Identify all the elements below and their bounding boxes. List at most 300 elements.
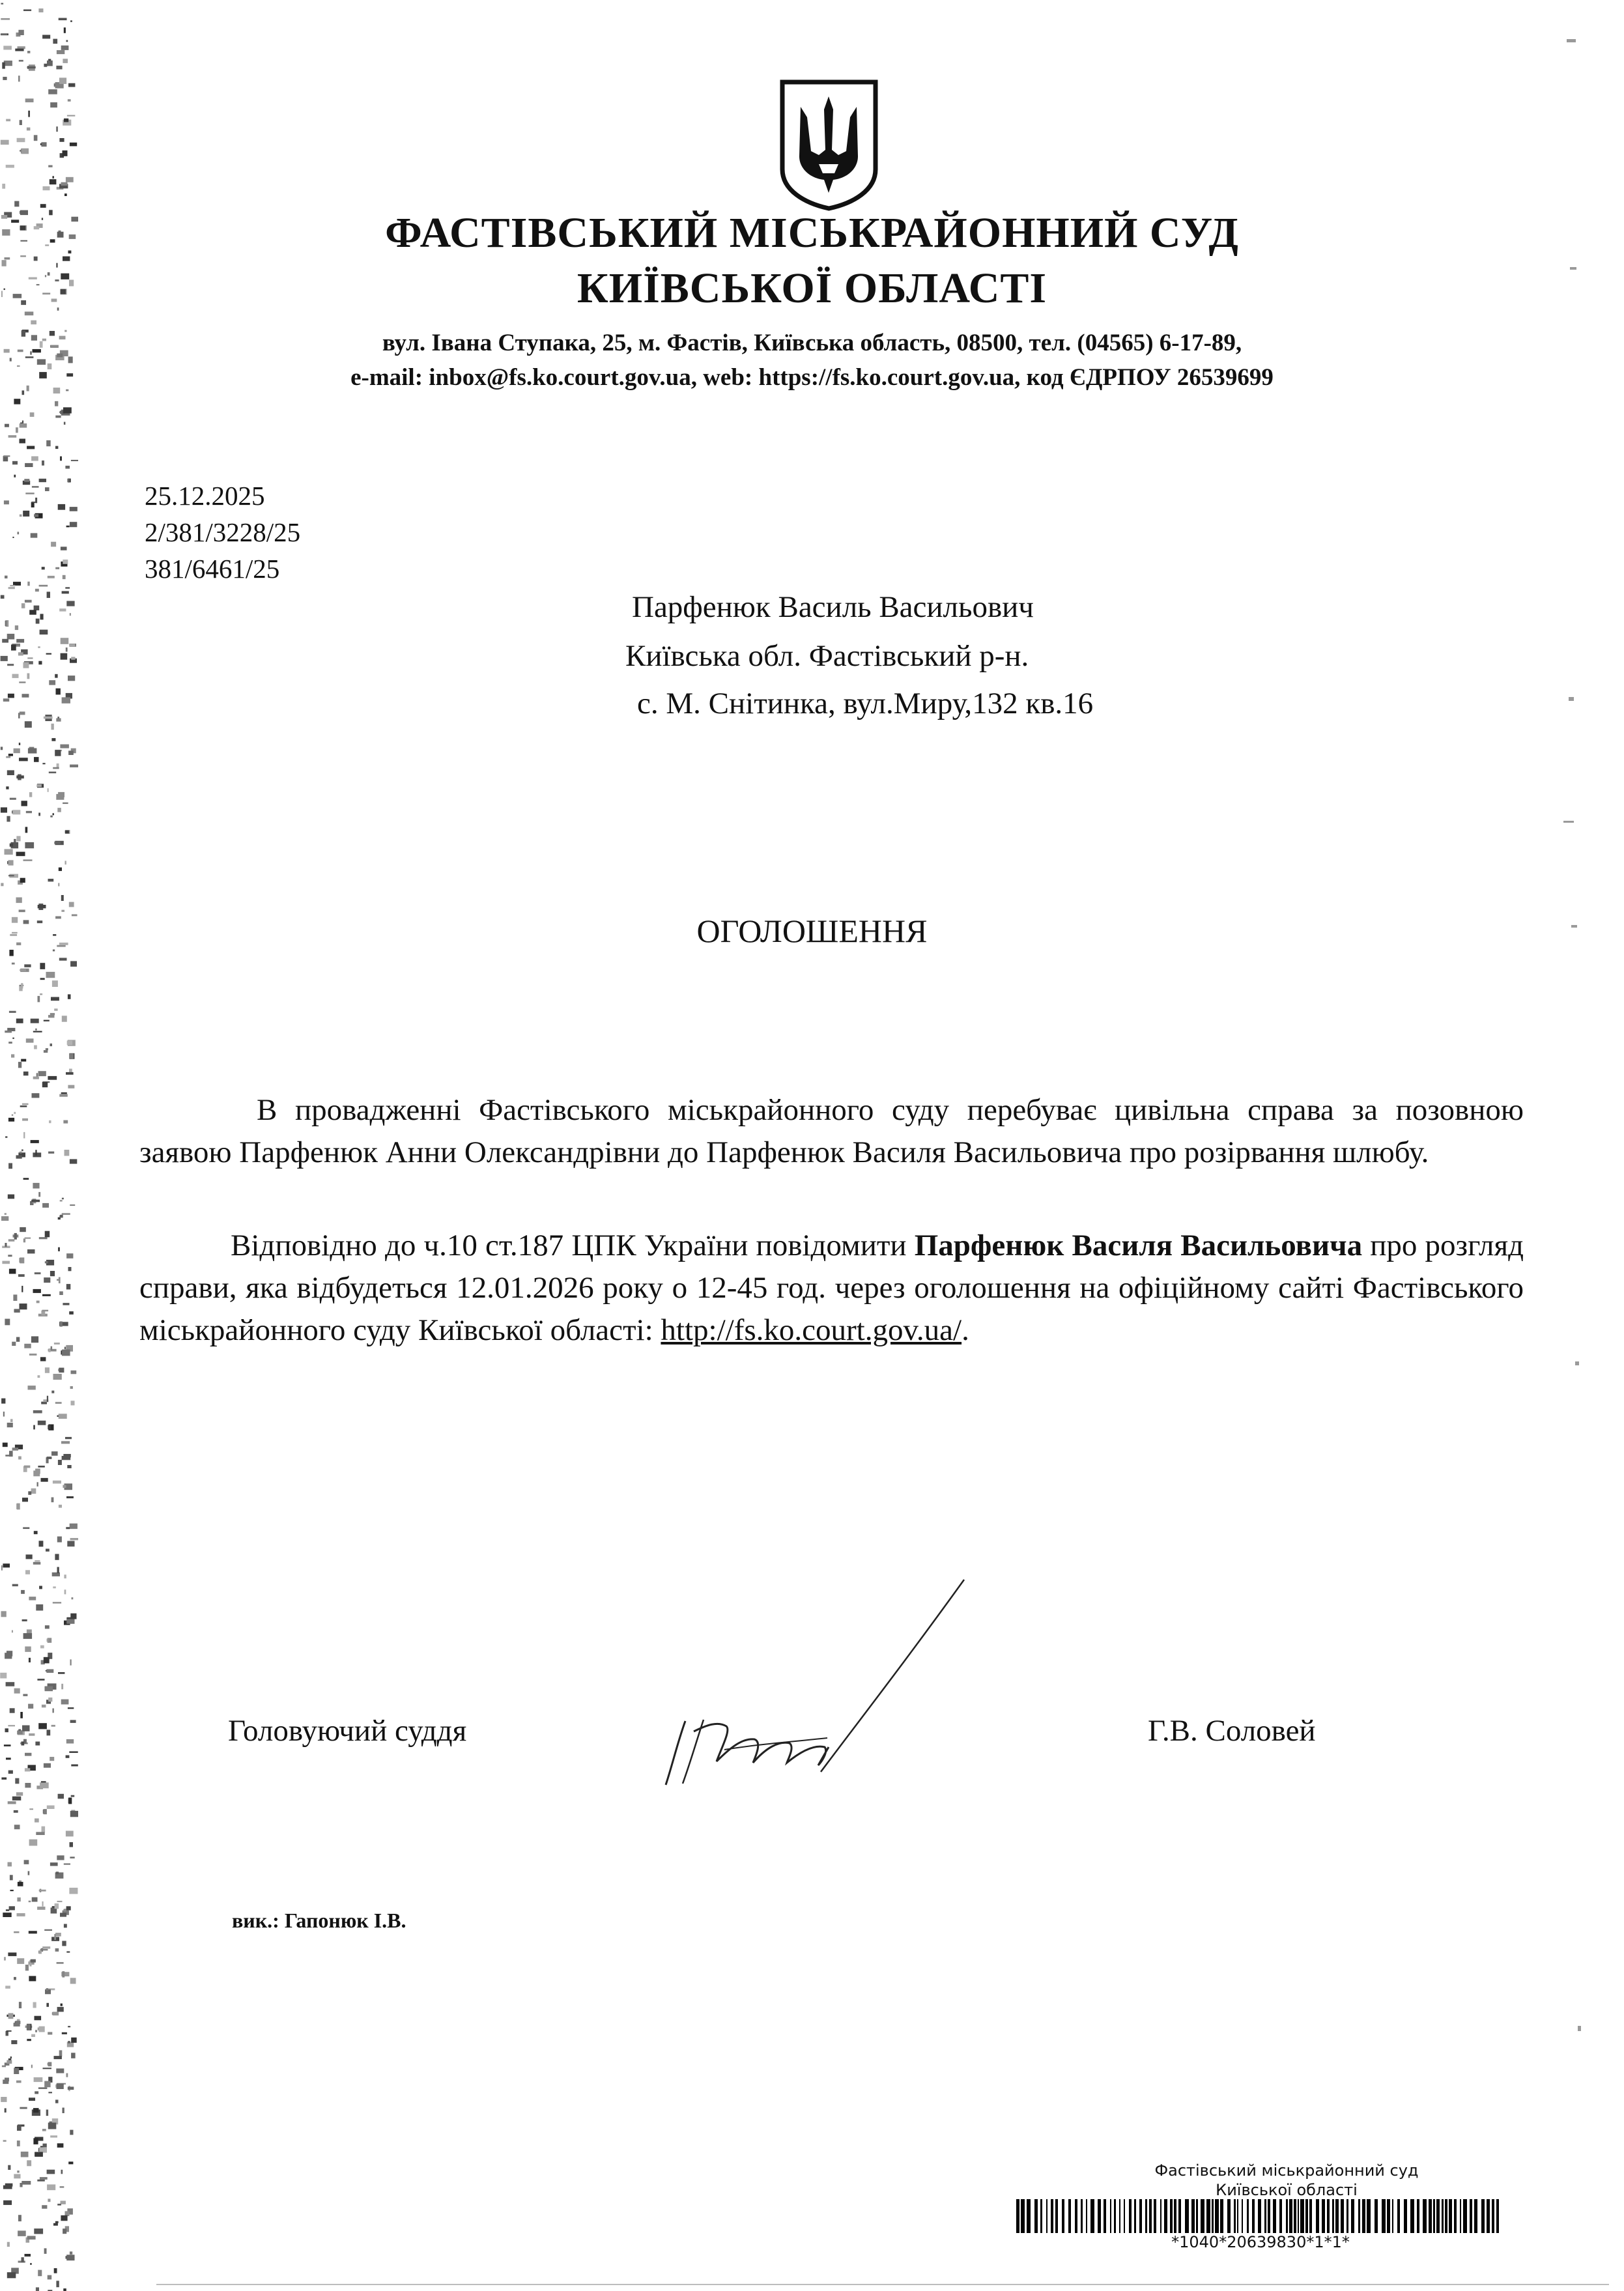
scan-noise-mark	[30, 412, 35, 417]
scan-noise-mark	[31, 1140, 39, 1143]
scan-noise-mark	[44, 1763, 51, 1768]
scan-noise-mark	[16, 639, 24, 643]
scan-noise-mark	[54, 1008, 57, 1011]
scan-noise-mark	[46, 653, 51, 655]
scan-noise-mark	[54, 2056, 62, 2059]
scan-noise-mark	[1, 3, 3, 5]
scan-noise-mark	[0, 1673, 7, 1679]
barcode-bar	[1404, 2199, 1407, 2233]
scan-noise-mark	[25, 98, 34, 102]
scan-noise-mark	[12, 1797, 21, 1800]
scan-noise-mark	[27, 582, 29, 586]
scan-noise-mark	[1, 1778, 7, 1780]
scan-noise-mark	[38, 1466, 44, 1468]
scan-noise-mark	[62, 2032, 67, 2034]
barcode-bar	[1286, 2199, 1288, 2233]
scan-noise-mark	[5, 576, 8, 578]
coat-of-arms-icon	[778, 78, 879, 212]
scan-noise-mark	[1, 140, 9, 145]
scan-noise-mark	[39, 2027, 45, 2032]
scan-noise-mark	[25, 1768, 30, 1771]
barcode-bar	[1322, 2199, 1325, 2233]
paragraph2-end: .	[962, 1313, 969, 1347]
executor-note: вик.: Гапонюк І.В.	[232, 1909, 406, 1932]
scan-noise-mark	[37, 1482, 38, 1487]
scan-noise-mark	[62, 591, 69, 593]
scan-noise-mark	[29, 1931, 37, 1933]
barcode-bar	[1335, 2199, 1339, 2233]
scan-noise-mark	[12, 674, 19, 678]
scan-noise-mark	[14, 2068, 19, 2074]
scan-noise-mark	[63, 2108, 64, 2114]
scan-noise-mark	[10, 844, 13, 847]
scan-noise-mark	[3, 2140, 7, 2142]
scan-noise-mark	[27, 66, 36, 68]
scan-noise-mark	[71, 1371, 77, 1374]
scan-noise-mark	[66, 526, 70, 528]
barcode-bar	[1397, 2199, 1400, 2233]
barcode-bar	[1305, 2199, 1308, 2233]
scan-noise-mark	[56, 2068, 64, 2073]
scan-noise-mark	[38, 1421, 46, 1425]
scan-noise-mark	[27, 51, 30, 53]
scan-noise-mark	[20, 711, 25, 715]
scan-noise-mark	[42, 1203, 49, 1208]
scan-noise-mark	[57, 1537, 62, 1543]
scan-noise-mark	[62, 1971, 64, 1978]
scan-noise-mark	[54, 2268, 57, 2273]
scan-noise-mark	[1, 595, 5, 599]
scan-noise-mark	[29, 792, 32, 797]
scan-noise-mark	[27, 674, 30, 679]
document-title: ОГОЛОШЕННЯ	[696, 913, 928, 949]
scan-noise-mark	[43, 186, 50, 190]
scan-noise-mark	[53, 1709, 54, 1713]
scan-noise-mark	[5, 424, 9, 427]
scan-noise-mark	[69, 902, 74, 907]
scan-noise-mark	[42, 461, 44, 466]
barcode-bar	[1196, 2199, 1198, 2233]
scan-noise-mark	[42, 2205, 47, 2209]
scan-noise-mark	[42, 1294, 51, 1296]
scan-noise-mark	[63, 803, 68, 804]
scan-noise-mark	[54, 1934, 56, 1940]
barcode-bar	[1375, 2199, 1378, 2233]
barcode-bar	[1341, 2199, 1344, 2233]
scan-noise-mark	[23, 1132, 25, 1139]
scan-noise-mark	[29, 1354, 37, 1356]
scan-noise-mark	[52, 176, 54, 178]
scan-noise-mark	[63, 560, 68, 564]
scan-noise-mark	[25, 721, 32, 728]
scan-noise-mark	[14, 748, 20, 753]
scan-noise-mark	[27, 2039, 31, 2041]
scan-noise-mark	[23, 1072, 29, 1075]
scan-noise-mark	[40, 204, 46, 208]
scan-noise-mark	[22, 1103, 29, 1105]
scan-noise-mark	[4, 1957, 6, 1960]
scan-noise-mark	[17, 1731, 23, 1735]
scan-noise-mark	[3, 77, 7, 80]
barcode-bar	[1436, 2199, 1440, 2233]
scan-noise-mark	[18, 1274, 25, 1277]
scan-noise-mark	[6, 1682, 15, 1686]
scan-noise-mark	[23, 662, 29, 668]
scan-noise-mark	[21, 1286, 23, 1292]
scan-noise-mark	[16, 775, 24, 778]
barcode-bar	[1119, 2199, 1120, 2233]
scan-noise-mark	[2, 184, 5, 189]
scan-noise-mark	[70, 2130, 73, 2135]
scan-noise-mark	[10, 1875, 13, 1880]
scan-noise-mark	[63, 2288, 66, 2291]
judge-role: Головуючий суддя	[228, 1714, 467, 1748]
barcode-bar	[1104, 2199, 1106, 2233]
registration-date: 25.12.2025	[145, 481, 265, 511]
scan-noise-mark	[19, 681, 25, 683]
scan-noise-mark	[34, 606, 40, 611]
scan-noise-mark	[16, 836, 20, 841]
scan-noise-mark	[36, 1301, 40, 1303]
scan-noise-mark	[66, 1072, 74, 1075]
scan-noise-mark	[5, 1136, 7, 1138]
scan-noise-mark	[68, 750, 74, 755]
scan-noise-mark	[20, 439, 26, 444]
scan-noise-mark	[53, 1481, 61, 1484]
court-website-link[interactable]: http://fs.ko.court.gov.ua/	[661, 1313, 962, 1347]
barcode-bar	[1332, 2199, 1334, 2233]
scan-noise-mark	[68, 356, 73, 363]
scan-noise-mark	[50, 1862, 58, 1866]
scan-noise-mark	[16, 1337, 20, 1342]
stamp-court-region: Київської області	[1216, 2181, 1358, 2199]
court-name-line2: КИЇВСЬКОЇ ОБЛАСТІ	[577, 264, 1047, 312]
scan-noise-mark	[21, 2257, 24, 2262]
scan-noise-mark	[63, 407, 72, 413]
scan-noise-mark	[61, 1441, 70, 1444]
scan-noise-mark	[36, 1604, 43, 1611]
scan-noise-mark	[55, 1948, 59, 1952]
scan-noise-mark	[8, 1952, 16, 1956]
barcode-bar	[1492, 2199, 1494, 2233]
barcode-bar	[1170, 2199, 1173, 2233]
scan-noise-mark	[8, 694, 14, 698]
scan-noise-mark	[57, 1962, 64, 1964]
scan-noise-mark	[43, 2144, 47, 2148]
scan-noise-mark	[70, 143, 77, 147]
scan-noise-mark	[58, 1794, 64, 1799]
barcode-bar	[1086, 2199, 1087, 2233]
scan-noise-mark	[59, 1505, 62, 1508]
scan-noise-mark	[12, 1447, 19, 1451]
scan-noise-mark	[5, 1031, 12, 1032]
scan-noise-mark	[20, 1712, 23, 1718]
scan-noise-mark	[33, 2002, 36, 2008]
scan-noise-mark	[11, 1054, 14, 1057]
scan-noise-mark	[3, 1563, 10, 1567]
scan-noise-mark	[46, 2003, 49, 2007]
scan-noise-mark	[61, 182, 68, 186]
scan-noise-mark	[23, 1694, 27, 1696]
scan-noise-mark	[25, 1237, 31, 1239]
scan-noise-mark	[55, 1903, 59, 1909]
scan-noise-mark	[38, 2087, 48, 2088]
scan-noise-mark	[38, 646, 40, 648]
scan-noise-mark	[31, 320, 36, 324]
scan-noise-mark	[3, 1443, 8, 1447]
scan-noise-mark	[7, 1423, 13, 1427]
scan-noise-mark	[8, 860, 14, 865]
scan-noise-mark	[50, 1757, 54, 1761]
scan-noise-mark	[8, 1771, 13, 1774]
scan-noise-mark	[69, 1751, 78, 1753]
barcode-bar	[1081, 2199, 1083, 2233]
scan-noise-mark	[49, 1120, 51, 1123]
scan-noise-mark	[27, 657, 33, 659]
scan-noise-mark	[9, 950, 13, 956]
scan-noise-mark	[25, 1965, 29, 1971]
scan-noise-mark	[63, 59, 68, 63]
scan-noise-mark	[9, 1451, 13, 1457]
scan-noise-mark	[3, 1412, 5, 1417]
scan-noise-mark	[64, 1863, 70, 1864]
scan-noise-mark	[48, 1152, 54, 1154]
scan-noise-mark	[35, 2152, 43, 2157]
scan-noise-mark	[18, 2230, 26, 2236]
scan-noise-mark	[27, 2160, 31, 2166]
scan-noise-mark	[39, 2147, 47, 2152]
scan-noise-mark	[63, 575, 66, 579]
scan-noise-mark	[61, 895, 64, 901]
scan-noise-mark	[51, 1498, 54, 1503]
scan-noise-mark	[40, 963, 45, 969]
scan-noise-mark	[50, 2135, 57, 2137]
barcode-bar	[1055, 2199, 1058, 2233]
scan-noise-mark	[70, 613, 71, 616]
scan-noise-mark	[62, 1350, 70, 1356]
scan-speck	[1563, 821, 1574, 823]
barcode-bar	[1289, 2199, 1292, 2233]
scan-noise-mark	[29, 1733, 35, 1736]
scan-noise-mark	[71, 657, 75, 659]
scan-noise-mark	[29, 1840, 38, 1846]
scan-noise-mark	[10, 1890, 14, 1891]
scan-noise-mark	[50, 1044, 53, 1046]
scan-noise-mark	[48, 1348, 50, 1352]
scan-noise-mark	[69, 1311, 74, 1315]
scan-noise-mark	[31, 456, 38, 461]
scan-noise-mark	[45, 1231, 50, 1238]
barcode-number: *1040*20639830*1*1*	[1171, 2233, 1350, 2251]
scan-noise-mark	[52, 980, 58, 987]
scan-noise-mark	[58, 883, 59, 887]
scan-noise-mark	[55, 1554, 59, 1560]
scan-noise-mark	[8, 1195, 14, 1199]
barcode-bar	[1487, 2199, 1490, 2233]
scan-noise-mark	[40, 630, 48, 635]
scan-noise-mark	[35, 1150, 36, 1156]
scan-noise-mark	[40, 978, 45, 980]
scan-noise-mark	[64, 1150, 70, 1156]
scan-noise-mark	[53, 39, 57, 44]
scan-noise-mark	[59, 78, 66, 84]
scan-noise-mark	[70, 1659, 72, 1665]
scan-noise-mark	[12, 1584, 18, 1587]
scan-noise-mark	[71, 1765, 78, 1767]
scan-noise-mark	[48, 2275, 52, 2280]
scan-noise-mark	[8, 754, 13, 756]
scan-noise-mark	[66, 1906, 71, 1910]
barcode-bar	[1237, 2199, 1238, 2233]
scan-noise-mark	[28, 1871, 30, 1875]
scan-noise-mark	[1, 807, 7, 812]
scan-noise-mark	[60, 1215, 63, 1218]
addressee-street: с. М. Снітинка, вул.Миру,132 кв.16	[637, 687, 1094, 720]
scan-noise-mark	[58, 792, 64, 797]
scan-noise-mark	[20, 120, 22, 125]
scan-noise-mark	[18, 1457, 21, 1460]
scan-noise-mark	[7, 1651, 12, 1657]
scan-noise-mark	[24, 1466, 31, 1468]
scan-noise-mark	[17, 2126, 21, 2131]
scan-noise-mark	[10, 585, 15, 586]
scan-noise-mark	[20, 1303, 27, 1309]
scan-noise-mark	[60, 1913, 66, 1916]
scan-noise-mark	[58, 1672, 64, 1674]
scan-noise-mark	[3, 698, 9, 702]
scan-noise-mark	[68, 2026, 70, 2027]
scan-noise-mark	[23, 9, 31, 11]
scan-noise-mark	[5, 621, 7, 626]
scan-noise-mark	[21, 801, 27, 806]
scan-noise-mark	[57, 1901, 63, 1902]
barcode-bar	[1201, 2199, 1204, 2233]
scan-noise-mark	[50, 179, 57, 184]
barcode-bar	[1392, 2199, 1393, 2233]
scan-noise-mark	[63, 150, 68, 156]
defendant-name-bold: Парфенюк Василя Васильовича	[914, 1229, 1363, 1262]
scan-noise-mark	[1, 656, 8, 661]
scan-noise-mark	[25, 463, 33, 467]
scan-noise-mark	[44, 2081, 50, 2088]
barcode-bar	[1454, 2199, 1457, 2233]
scan-noise-mark	[62, 1198, 64, 1200]
scan-noise-mark	[59, 608, 66, 611]
scan-noise-mark	[55, 750, 61, 756]
scan-noise-mark	[36, 619, 40, 624]
scan-noise-mark	[22, 1498, 28, 1501]
scan-noise-mark	[55, 416, 61, 418]
barcode-bar	[1258, 2199, 1261, 2233]
scan-noise-mark	[18, 2215, 21, 2221]
scan-noise-mark	[5, 2108, 7, 2113]
scan-noise-mark	[67, 479, 70, 482]
scan-noise-mark	[42, 1901, 44, 1907]
scan-noise-mark	[46, 972, 55, 978]
scan-noise-mark	[61, 46, 69, 50]
scan-noise-mark	[61, 2170, 63, 2174]
scan-noise-mark	[60, 745, 69, 748]
scan-noise-mark	[38, 8, 43, 12]
barcode-bar	[1178, 2199, 1181, 2233]
scan-noise-mark	[56, 719, 61, 722]
scan-noise-mark	[66, 1952, 70, 1953]
scan-noise-mark	[40, 614, 44, 619]
scan-noise-mark	[58, 1247, 60, 1251]
scan-noise-mark	[69, 1053, 74, 1059]
scan-noise-mark	[38, 661, 42, 665]
scan-noise-mark	[20, 1257, 24, 1263]
scan-noise-mark	[12, 1342, 16, 1346]
scan-noise-mark	[21, 149, 29, 154]
scan-noise-mark	[6, 165, 14, 168]
scan-noise-mark	[42, 35, 50, 39]
barcode-icon	[1016, 2199, 1505, 2233]
scan-noise-mark	[51, 1391, 54, 1393]
scan-noise-mark	[57, 2143, 64, 2148]
barcode-bar	[1134, 2199, 1136, 2233]
barcode-bar	[1247, 2199, 1249, 2233]
scan-noise-mark	[44, 1277, 50, 1283]
scan-noise-mark	[3, 46, 12, 50]
scan-noise-mark	[34, 757, 39, 762]
scan-noise-mark	[8, 1255, 12, 1257]
scan-noise-mark	[33, 1289, 41, 1293]
scan-noise-mark	[70, 1386, 73, 1389]
scan-noise-mark	[62, 1016, 67, 1021]
scan-noise-mark	[38, 905, 46, 908]
scan-noise-mark	[62, 1213, 70, 1215]
judge-name: Г.В. Соловей	[1148, 1714, 1316, 1748]
scan-noise-mark	[49, 680, 55, 685]
scan-noise-mark	[70, 2251, 72, 2255]
scan-noise-mark	[10, 358, 12, 361]
scan-noise-mark	[33, 1152, 41, 1157]
scan-noise-mark	[47, 591, 50, 598]
scan-noise-mark	[59, 1291, 63, 1295]
scan-noise-mark	[25, 1570, 30, 1574]
scan-noise-mark	[46, 1988, 48, 1991]
scan-noise-mark	[67, 115, 75, 117]
scan-noise-mark	[14, 1977, 16, 1980]
scan-noise-mark	[68, 83, 75, 87]
scan-noise-mark	[70, 507, 78, 511]
barcode-bar	[1346, 2199, 1348, 2233]
scan-noise-mark	[68, 1707, 74, 1709]
scan-noise-mark	[17, 138, 25, 142]
scan-noise-mark	[59, 2050, 63, 2056]
scan-noise-mark	[26, 1554, 33, 1559]
scan-noise-mark	[31, 1019, 39, 1023]
scan-noise-mark	[64, 27, 66, 33]
scan-noise-mark	[50, 1271, 55, 1276]
scan-noise-mark	[20, 150, 21, 151]
scan-noise-mark	[1, 1216, 8, 1221]
scan-noise-mark	[5, 1319, 10, 1326]
barcode-bar	[1242, 2199, 1243, 2233]
scan-noise-mark	[32, 486, 39, 488]
scan-noise-mark	[55, 446, 58, 449]
scan-noise-mark	[1, 34, 8, 35]
scan-noise-mark	[18, 652, 23, 655]
scan-noise-mark	[14, 839, 16, 842]
scan-noise-mark	[42, 1705, 46, 1708]
scan-noise-mark	[40, 1645, 44, 1649]
barcode-bar	[1387, 2199, 1390, 2233]
scan-noise-mark	[50, 102, 57, 107]
barcode-bar	[1279, 2199, 1282, 2233]
scan-noise-mark	[28, 1491, 31, 1495]
